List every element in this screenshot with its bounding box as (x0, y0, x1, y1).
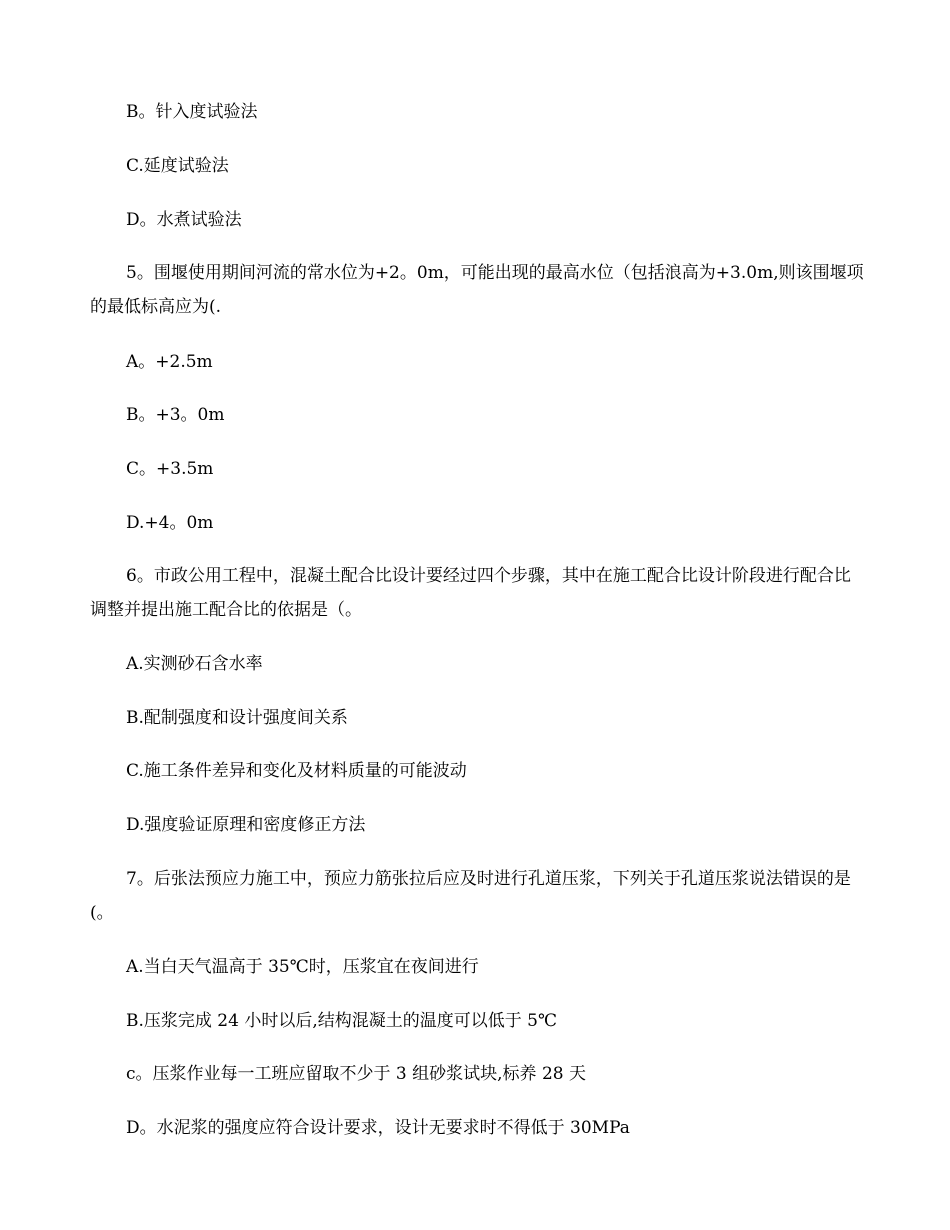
q7-option-d: D。水泥浆的强度应符合设计要求，设计无要求时不得低于 30MPa (126, 1118, 630, 1138)
q6-stem: 6。市政公用工程中，混凝土配合比设计要经过四个步骤，其中在施工配合比设计阶段进行配合比调整并提出施工配合比的依据是（。 (90, 566, 851, 620)
q5-option-d: D.+4。0m (126, 513, 214, 533)
q4-option-d: D。水煮试验法 (126, 210, 242, 230)
q6-option-a: A.实测砂石含水率 (126, 654, 263, 674)
q5-stem: 5。围堰使用期间河流的常水位为+2。0m，可能出现的最高水位（包括浪高为+3.0m,则该围堰项的最低标高应为(. (90, 263, 864, 317)
q6-option-d: D.强度验证原理和密度修正方法 (126, 815, 366, 835)
q6-option-b: B.配制强度和设计强度间关系 (126, 708, 348, 728)
q6-option-c: C.施工条件差异和变化及材料质量的可能波动 (126, 761, 467, 781)
q7-option-a: A.当白天气温高于 35℃时，压浆宜在夜间进行 (126, 957, 479, 977)
q7-option-c: c。压浆作业每一工班应留取不少于 3 组砂浆试块,标养 28 天 (126, 1064, 586, 1084)
q5-option-c: C。+3.5m (126, 459, 214, 479)
q5-option-a: A。+2.5m (126, 352, 213, 372)
q5-option-b: B。+3。0m (126, 405, 225, 425)
q7-option-b: B.压浆完成 24 小时以后,结构混凝土的温度可以低于 5℃ (126, 1011, 557, 1031)
q4-option-c: C.延度试验法 (126, 156, 229, 176)
q4-option-b: B。针入度试验法 (126, 102, 258, 122)
q7-stem: 7。后张法预应力施工中，预应力筋张拉后应及时进行孔道压浆，下列关于孔道压浆说法错误的是(。 (90, 869, 851, 923)
